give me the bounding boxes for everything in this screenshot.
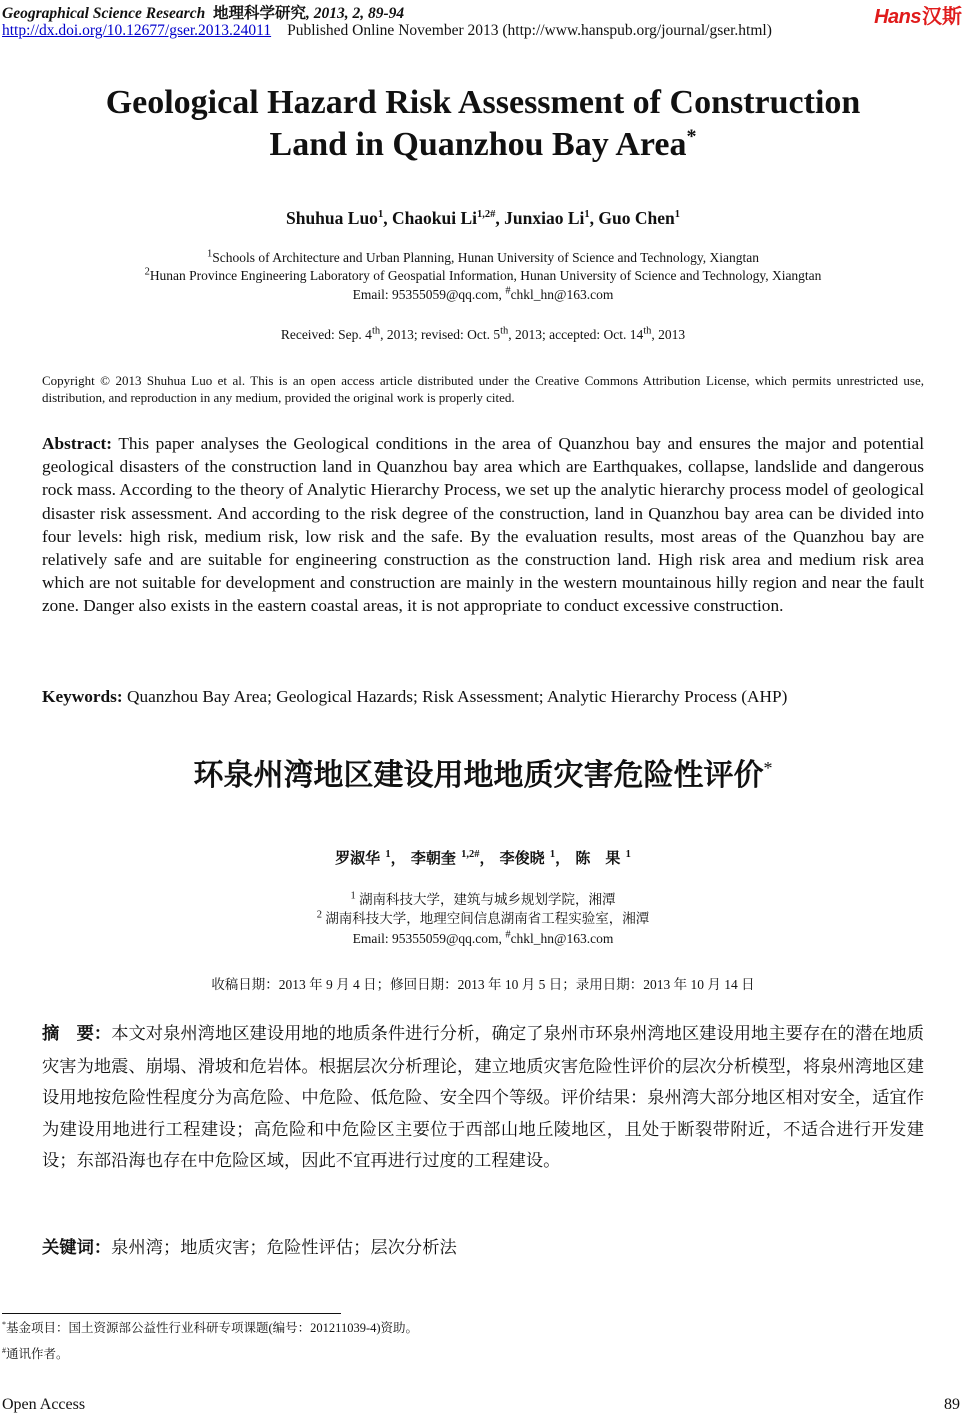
accepted-date: , 2013; accepted: Oct. 14 xyxy=(508,327,644,342)
author-affiliation-mark: 1 xyxy=(584,209,590,221)
ordinal-suffix: th xyxy=(643,325,652,337)
author-name: 李俊晓 xyxy=(499,849,545,867)
abstract-label: Abstract: xyxy=(42,434,113,453)
affiliation-mark: 1 xyxy=(350,890,356,902)
author-list-en: Shuhua Luo$^1$, Chaokui $Li^{1,2\#}$, Junxiao Li$^1$, Guo Chen$^1$ xyxy=(285,208,681,228)
email-line-zh xyxy=(0,930,966,948)
affiliation-text: Hunan Province Engineering Laboratory of Geospatial Information, Hunan University of Science and Technology, Xiangtan xyxy=(149,268,822,283)
author-name: 罗淑华 xyxy=(335,849,381,867)
footnote-funding xyxy=(2,1320,418,1336)
page-number: 89 xyxy=(944,1396,960,1413)
journal-name-zh: 地理科学研究 xyxy=(212,5,306,22)
affiliation-mark: 2 xyxy=(316,909,322,921)
revised-date: , 2013; revised: Oct. 5 xyxy=(380,327,501,342)
abstract-zh-text: 本文对泉州湾地区建设用地的地质条件进行分析，确定了泉州市环泉州湾地区建设用地主要存在的潜在地质灾害为地震、崩塌、滑坡和危岩体。根据层次分析理论，建立地质灾害危险性评价的层次分析模型，将泉州湾地区建设用地按危险性程度分为高危险、中危险、低危险、安全四个等级。评价结果：泉州湾大部分地区相对安全，适宜作为建设用地进行工程建设；高危险和中危险区主要位于西部山地丘陵地区，且处于断裂带附近，不适合进行开发建设；东部沿海也存在中危险区域，因此不宜再进行过度的工程建设。 xyxy=(42,1024,924,1170)
corresponding-mark: # xyxy=(505,285,511,297)
affiliation-text: 湖南科技大学，建筑与城乡规划学院，湘潭 xyxy=(359,892,616,907)
email-address-1[interactable]: 95355059@qq.com, xyxy=(392,287,506,302)
keywords-zh xyxy=(42,1236,924,1260)
keywords-en xyxy=(42,685,924,708)
journal-name-en: Geographical Science Research xyxy=(2,5,206,22)
affiliation-text: 湖南科技大学，地理空间信息湖南省工程实验室，湘潭 xyxy=(325,911,650,926)
ordinal-suffix: th xyxy=(500,325,509,337)
doi-row xyxy=(2,22,772,40)
affiliation-mark: 2 xyxy=(144,266,150,278)
affiliation-mark: 1 xyxy=(206,248,213,260)
publisher-logo xyxy=(874,0,962,29)
author-affiliation-mark: 1 xyxy=(625,849,631,860)
paper-title-zh xyxy=(0,756,966,796)
author-name: 陈 果 xyxy=(575,849,621,867)
keywords-text: Quanzhou Bay Area; Geological Hazards; Risk Assessment; Analytic Hierarchy Process (AHP) xyxy=(126,687,788,706)
received-dates-en xyxy=(0,327,966,343)
footnote-mark: * xyxy=(2,1319,6,1329)
email-label: Email: xyxy=(352,287,392,302)
email-line-en xyxy=(0,286,966,304)
title-zh-footnote-mark: * xyxy=(763,758,773,778)
received-dates-zh: 收稿日期：2013 年 9 月 4 日；修回日期：2013 年 10 月 5 日；录用日期：2013 年 10 月 14 日 xyxy=(211,977,755,992)
published-online-info: Published Online November 2013 (http://www.hanspub.org/journal/gser.html) xyxy=(287,22,772,39)
affiliation-en-1 xyxy=(0,249,966,267)
open-access-label: Open Access xyxy=(2,1396,86,1413)
email-address-2[interactable]: chkl_hn@163.com xyxy=(510,931,614,946)
affiliation-text: Schools of Architecture and Urban Planning, Hunan University of Science and Technology, Xiangtan xyxy=(212,250,760,265)
email-address-1[interactable]: 95355059@qq.com, xyxy=(392,931,506,946)
affiliation-zh-2 xyxy=(0,910,966,928)
date-year: , 2013 xyxy=(651,327,686,342)
email-address-2[interactable]: chkl_hn@163.com xyxy=(510,287,614,302)
author-name: Chaokui Li xyxy=(391,208,478,228)
footnote-divider xyxy=(2,1313,341,1314)
keywords-label: Keywords: xyxy=(42,687,123,706)
author-affiliation-mark: 1 xyxy=(674,209,681,221)
title-line-1: Geological Hazard Risk Assessment of Construction xyxy=(105,84,861,121)
author-affiliation-mark: 1 xyxy=(377,209,384,221)
affiliation-zh-1 xyxy=(0,891,966,909)
title-line-2: Land in Quanzhou Bay Area xyxy=(269,126,687,163)
abstract-zh xyxy=(42,1018,924,1177)
received-date: Received: Sep. 4 xyxy=(280,327,372,342)
abstract-text: This paper analyses the Geological conditions in the area of Quanzhou bay and ensures the major and potential geological disasters of the construction land in Quanzhou bay area which are Earthquakes, collapse, landslide and dangerous rock mass. According to the theory of Analytic Hierarchy Process, we set up the analytic hierarchy process model of geological disaster risk assessment. And according to the risk degree of the construction, land in Quanzhou bay area can be divided into four levels: high risk, medium risk, low risk and the safe. By the evaluation results, most areas of the Quanzhou bay are relatively safe and are suitable for engineering construction as the construction land. High risk area and medium risk area which are not suitable for development and construction are mainly in the western mountainous hilly region and near the fault zone. Danger also exists in the eastern coastal areas, it is not appropriate to conduct excessive construction. xyxy=(42,434,924,616)
author-affiliation-mark: 1 xyxy=(549,849,556,860)
footnote-mark: # xyxy=(2,1345,6,1355)
author-name: Shuhua Luo xyxy=(285,208,378,228)
ordinal-suffix: th xyxy=(371,325,381,337)
footnote-text: 通讯作者。 xyxy=(6,1347,69,1361)
footnote-corresponding xyxy=(2,1346,69,1362)
doi-link[interactable]: http://dx.doi.org/10.12677/gser.2013.24011 xyxy=(2,22,272,39)
journal-header xyxy=(2,1,404,23)
keywords-zh-text: 泉州湾；地质灾害；危险性评估；层次分析法 xyxy=(111,1238,457,1257)
author-affiliation-mark: 1,2# xyxy=(461,849,480,860)
logo-text-en: Hans xyxy=(874,6,921,28)
author-affiliation-mark: 1 xyxy=(385,849,391,860)
footnote-text: 基金项目：国土资源部公益性行业科研专项课题(编号：201211039-4)资助。 xyxy=(6,1321,419,1335)
title-zh-text: 环泉州湾地区建设用地地质灾害危险性评价 xyxy=(193,758,764,793)
corresponding-mark: # xyxy=(505,929,511,941)
title-footnote-mark: * xyxy=(686,125,697,148)
author-name: 李朝奎 xyxy=(410,849,456,867)
abstract-en xyxy=(42,432,924,618)
paper-title-en xyxy=(0,82,966,166)
copyright-notice: Copyright © 2013 Shuhua Luo et al. This is an open access article distributed under the Creative Commons Attribution License, which permits unrestricted use, distribution, and reproduction in any medium, provided the original work is properly cited. xyxy=(42,373,924,405)
logo-text-zh: 汉斯 xyxy=(922,6,962,28)
abstract-zh-label: 摘 要： xyxy=(42,1024,112,1044)
keywords-zh-label: 关键词： xyxy=(42,1238,112,1258)
author-name: Junxiao Li xyxy=(504,208,585,228)
author-name: Guo Chen xyxy=(598,208,675,228)
journal-volume-info: , 2013, 2, 89-94 xyxy=(305,5,405,22)
email-label: Email: xyxy=(352,931,392,946)
author-list-zh: 罗淑华 $^1$， 李朝奎 $^{1,2\#}$， 李俊晓 $^1$， 陈 果 $^1$ xyxy=(335,849,631,867)
author-affiliation-mark: 1,2# xyxy=(477,209,496,221)
affiliation-en-2 xyxy=(0,267,966,285)
